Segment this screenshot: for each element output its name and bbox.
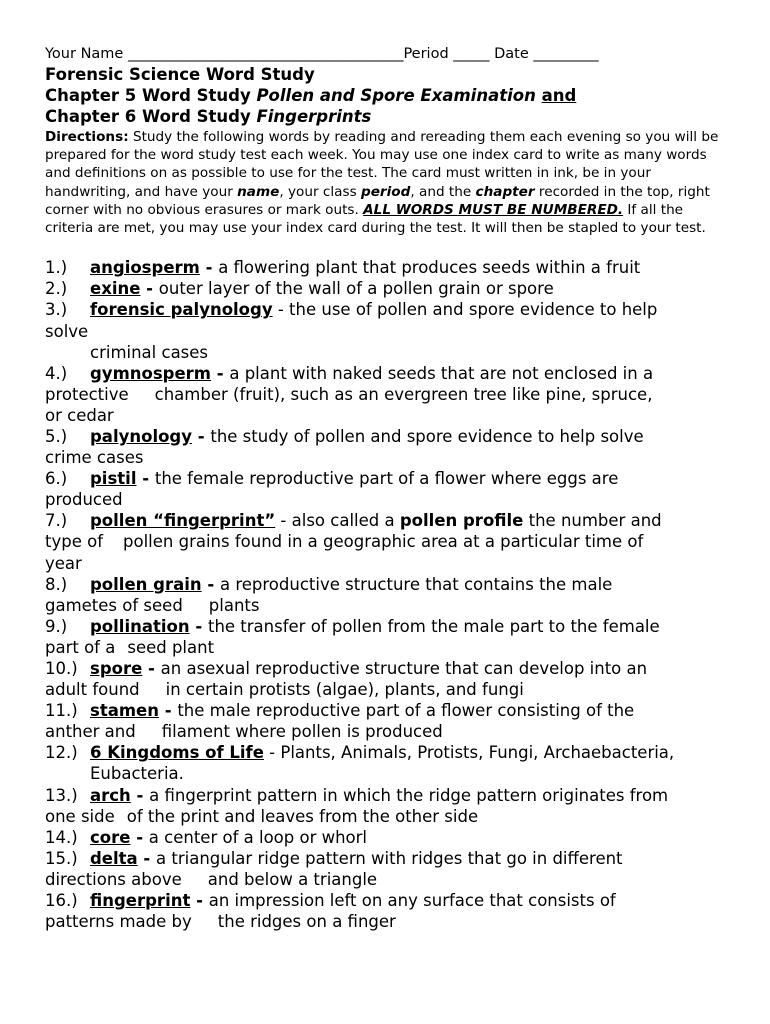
item-number: 2.) xyxy=(45,279,68,299)
worksheet-page xyxy=(45,44,735,932)
term-word: stamen xyxy=(90,701,159,721)
term-word: exine xyxy=(90,279,141,299)
term-dash: - xyxy=(130,827,149,847)
definition: the transfer of pollen from the male part to the female xyxy=(207,616,660,636)
definition: the study of pollen and spore evidence to help solve xyxy=(210,426,644,446)
item-number: 15.) xyxy=(45,848,78,868)
term-dash: - xyxy=(189,616,208,636)
item-number: 4.) xyxy=(45,363,68,383)
definition-part: patterns made by xyxy=(45,912,192,932)
definition-part: pollen grains found in a geographic area at a particular time of xyxy=(123,532,644,552)
definition-part: adult found xyxy=(45,680,140,700)
definition-continued xyxy=(45,637,735,658)
term-dash: - xyxy=(137,848,157,868)
item-number: 16.) xyxy=(45,891,78,911)
term-word: pollen grain xyxy=(90,574,202,594)
definition: an impression left on any surface that consists of xyxy=(208,891,616,911)
chapter6-topic: Fingerprints xyxy=(256,107,372,126)
term-word: core xyxy=(90,827,131,847)
definition-part: also called a xyxy=(291,511,400,531)
term-dash: - xyxy=(158,701,178,721)
definition-part: plants xyxy=(208,595,260,615)
item-number: 14.) xyxy=(45,827,78,847)
term-dash: - xyxy=(130,785,150,805)
definition: a reproductive structure that contains the male xyxy=(219,574,613,594)
term-word: delta xyxy=(90,848,138,868)
term-dash: - xyxy=(199,258,219,278)
list-item xyxy=(45,363,735,384)
definition: a triangular ridge pattern with ridges that go in different xyxy=(156,848,623,868)
item-number: 3.) xyxy=(45,300,68,320)
definition-part: part of a xyxy=(45,637,116,657)
list-item xyxy=(45,278,735,299)
definition: a center of a loop or whorl xyxy=(148,827,368,847)
definition: the female reproductive part of a flower where eggs are xyxy=(154,469,619,489)
definition-continued: crime cases xyxy=(45,448,144,468)
list-item xyxy=(45,890,735,911)
item-number: 5.) xyxy=(45,426,68,446)
definition-continued: Eubacteria. xyxy=(90,764,184,784)
term-word: arch xyxy=(90,785,131,805)
definition-part: filament where pollen is produced xyxy=(161,722,443,742)
definition-part: type of xyxy=(45,532,104,552)
item-number: 12.) xyxy=(45,743,78,763)
definition-part: and below a triangle xyxy=(207,869,378,889)
directions-name: name xyxy=(237,183,280,200)
term-word: forensic palynology xyxy=(90,300,273,320)
definition: outer layer of the wall of a pollen grain or spore xyxy=(158,279,554,299)
definition-part: seed plant xyxy=(127,637,215,657)
term-dash: - xyxy=(201,574,220,594)
list-item xyxy=(45,742,735,763)
definition: a plant with naked seeds that are not enclosed in a xyxy=(229,363,654,383)
name-period-date-line: Your Name ______________________________________Period _____ Date _________ xyxy=(45,46,599,62)
term-word: pollination xyxy=(90,616,190,636)
list-item xyxy=(45,785,735,806)
directions-numbered-rule: ALL WORDS MUST BE NUMBERED. xyxy=(363,201,624,218)
definition: the male reproductive part of a flower consisting of the xyxy=(177,701,635,721)
term-word: palynology xyxy=(90,426,192,446)
item-number: 11.) xyxy=(45,701,78,721)
definition-part: one side xyxy=(45,806,115,826)
title-line-3 xyxy=(45,106,735,127)
term-word: fingerprint xyxy=(90,891,191,911)
term-dash: - xyxy=(272,300,290,320)
pollen-profile-term: pollen profile xyxy=(399,511,524,531)
definition-part: gametes of seed xyxy=(45,595,183,615)
and-word: and xyxy=(541,86,577,105)
directions-text-1: Study the following words by reading and rereading them each evening so you will be prepared for the word study test each week. You may use one index card to write as many words and definitions on as possible to use for the test. The card must written in ink, be in your handwriting, and have your xyxy=(45,129,719,200)
list-item xyxy=(45,299,735,320)
item-number: 8.) xyxy=(45,574,68,594)
definition-part: chamber (fruit), such as an evergreen tree like pine, spruce, xyxy=(154,384,653,404)
list-item xyxy=(45,700,735,721)
definition: an asexual reproductive structure that can develop into an xyxy=(160,659,648,678)
definition: Plants, Animals, Protists, Fungi, Archaebacteria, xyxy=(280,743,675,763)
directions-text-4: recorded in the top, right corner with no obvious erasures or mark outs. xyxy=(45,183,710,218)
definition-continued xyxy=(45,806,735,827)
term-word: pollen “fingerprint” xyxy=(90,511,276,531)
list-item xyxy=(45,616,735,637)
item-number: 7.) xyxy=(45,511,68,531)
definition-continued: solve xyxy=(45,321,89,341)
term-word: angiosperm xyxy=(90,258,200,278)
definition-continued: criminal cases xyxy=(90,342,209,362)
definition-part: anther and xyxy=(45,722,136,742)
list-item xyxy=(45,468,735,489)
definition-part: in certain protists (algae), plants, and fungi xyxy=(165,680,524,700)
definition: the use of pollen and spore evidence to help xyxy=(289,300,658,320)
definition-continued: year xyxy=(45,553,82,573)
definition: a fingerprint pattern in which the ridge pattern originates from xyxy=(149,785,669,805)
directions-label: Directions: xyxy=(45,129,129,145)
chapter6-label: Chapter 6 Word Study xyxy=(45,107,257,126)
list-item xyxy=(45,658,735,679)
term-dash: - xyxy=(142,659,161,678)
term-dash: - xyxy=(211,363,230,383)
term-list xyxy=(45,257,735,932)
definition: a flowering plant that produces seeds within a fruit xyxy=(218,258,641,278)
definition-continued xyxy=(45,721,735,742)
directions-paragraph xyxy=(45,128,735,237)
chapter5-topic: Pollen and Spore Examination xyxy=(256,86,536,105)
definition-continued xyxy=(45,869,735,890)
list-item xyxy=(45,257,735,278)
term-dash: - xyxy=(275,511,292,531)
item-number: 13.) xyxy=(45,785,78,805)
term-word: spore xyxy=(90,659,143,678)
title-line-2 xyxy=(45,85,735,106)
definition-continued xyxy=(45,911,735,932)
chapter5-label: Chapter 5 Word Study xyxy=(45,86,257,105)
term-dash: - xyxy=(263,743,281,763)
definition-part: of the print and leaves from the other side xyxy=(126,806,479,826)
item-number: 1.) xyxy=(45,258,68,278)
definition-continued: or cedar xyxy=(45,405,114,425)
term-word: gymnosperm xyxy=(90,363,211,383)
term-dash: - xyxy=(136,469,155,489)
definition-continued xyxy=(45,679,735,700)
list-item xyxy=(45,827,735,848)
title-text: Forensic Science Word Study xyxy=(45,65,315,84)
directions-text-3: , and the xyxy=(410,183,476,200)
term-dash: - xyxy=(190,891,209,911)
list-item xyxy=(45,510,735,531)
term-dash: - xyxy=(140,279,159,299)
list-item xyxy=(45,574,735,595)
definition-continued xyxy=(45,384,735,405)
item-number: 6.) xyxy=(45,469,68,489)
definition-part: directions above xyxy=(45,869,182,889)
title-line-1 xyxy=(45,64,735,85)
term-word: pistil xyxy=(90,469,137,489)
list-item xyxy=(45,848,735,869)
directions-period: period xyxy=(360,183,411,200)
definition-continued: produced xyxy=(45,490,123,510)
list-item xyxy=(45,426,735,447)
item-number: 10.) xyxy=(45,659,78,678)
definition-part: the ridges on a finger xyxy=(217,912,396,932)
definition-part: the number and xyxy=(523,511,662,531)
definition-continued xyxy=(45,595,735,616)
directions-text-5: If all the criteria are met, you may use your index card during the test. It will then be stapled to your test. xyxy=(45,201,706,237)
term-word: 6 Kingdoms of Life xyxy=(90,743,264,763)
directions-text-2: , your class xyxy=(279,183,361,200)
term-dash: - xyxy=(192,426,211,446)
definition-continued xyxy=(45,531,735,552)
directions-chapter: chapter xyxy=(475,183,535,200)
item-number: 9.) xyxy=(45,616,68,636)
definition-part: protective xyxy=(45,384,129,404)
